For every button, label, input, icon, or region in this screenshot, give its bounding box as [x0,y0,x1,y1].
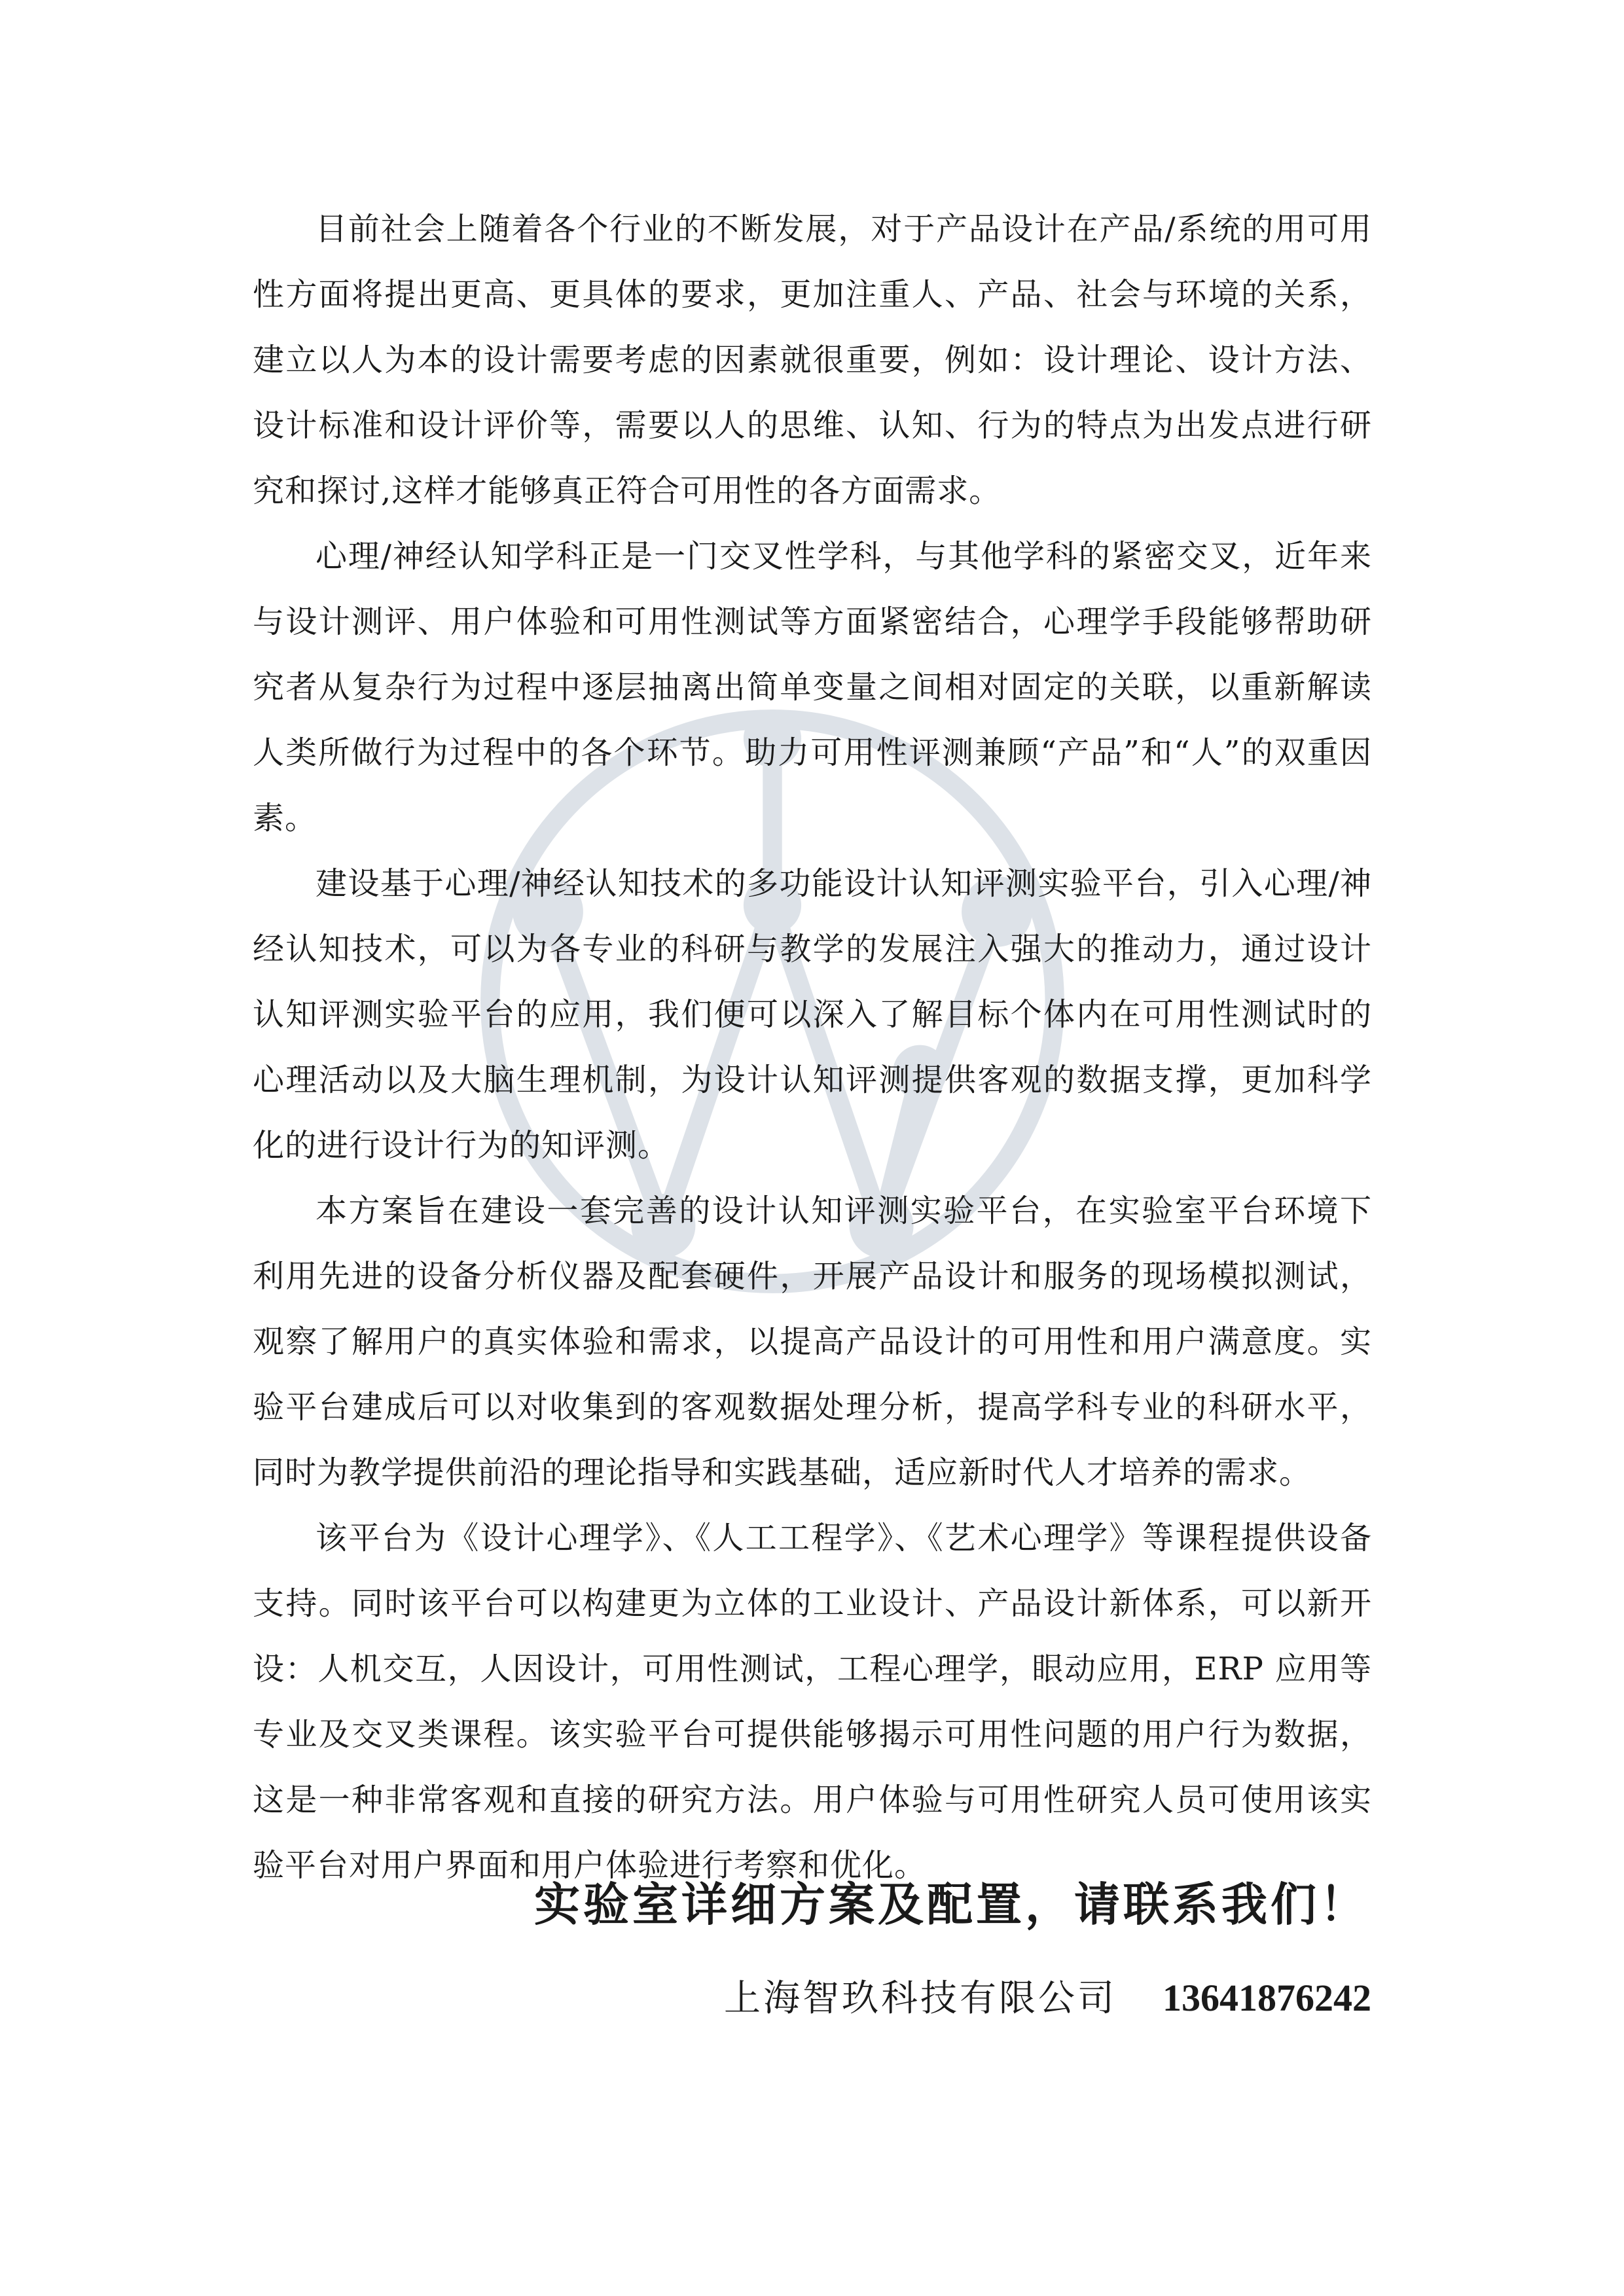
paragraph-cognitive-science: 心理/神经认知学科正是一门交叉性学科，与其他学科的紧密交叉，近年来与设计测评、用户体验和可用性测试等方面紧密结合，心理学手段能够帮助研究者从复杂行为过程中逐层抽离出简单变量之间相对固定的关联，以重新解读人类所做行为过程中的各个环节。助力可用性评测兼顾“产品”和“人”的双重因素。 [253,538,1372,836]
document-body [253,196,1372,1898]
company-contact-line [724,1969,1371,2028]
paragraph-plan-purpose: 本方案旨在建设一套完善的设计认知评测实验平台，在实验室平台环境下利用先进的设备分析仪器及配套硬件，开展产品设计和服务的现场模拟测试，观察了解用户的真实体验和需求，以提高产品设计的可用性和用户满意度。实验平台建成后可以对收集到的客观数据处理分析，提高学科专业的科研水平，同时为教学提供前沿的理论指导和实践基础，适应新时代人才培养的需求。 [253,1193,1372,1491]
paragraph-intro: 目前社会上随着各个行业的不断发展，对于产品设计在产品/系统的用可用性方面将提出更高、更具体的要求，更加注重人、产品、社会与环境的关系，建立以人为本的设计需要考虑的因素就很重要，例如：设计理论、设计方法、设计标准和设计评价等，需要以人的思维、认知、行为的特点为出发点进行研究和探讨,这样才能够真正符合可用性的各方面需求。 [253,211,1372,509]
paragraph-course-support: 该平台为《设计心理学》、《人工工程学》、《艺术心理学》等课程提供设备支持。同时该平台可以构建更为立体的工业设计、产品设计新体系，可以新开设：人机交互，人因设计，可用性测试，工程心理学，眼动应用，ERP 应用等专业及交叉类课程。该实验平台可提供能够揭示可用性问题的用户行为数据，这是一种非常客观和直接的研究方法。用户体验与可用性研究人员可使用该实验平台对用户界面和用户体验进行考察和优化。 [253,1520,1372,1884]
contact-heading: 实验室详细方案及配置，请联系我们！ [534,1878,1369,1931]
company-name: 上海智玖科技有限公司 [724,1977,1117,2020]
company-phone: 13641876242 [1163,1977,1371,2019]
paragraph-platform-construction: 建设基于心理/神经认知技术的多功能设计认知评测实验平台，引入心理/神经认知技术，可以为各专业的科研与教学的发展注入强大的推动力，通过设计认知评测实验平台的应用，我们便可以深入了解目标个体内在可用性测试时的心理活动以及大脑生理机制，为设计认知评测提供客观的数据支撑，更加科学化的进行设计行为的知评测。 [253,865,1372,1164]
